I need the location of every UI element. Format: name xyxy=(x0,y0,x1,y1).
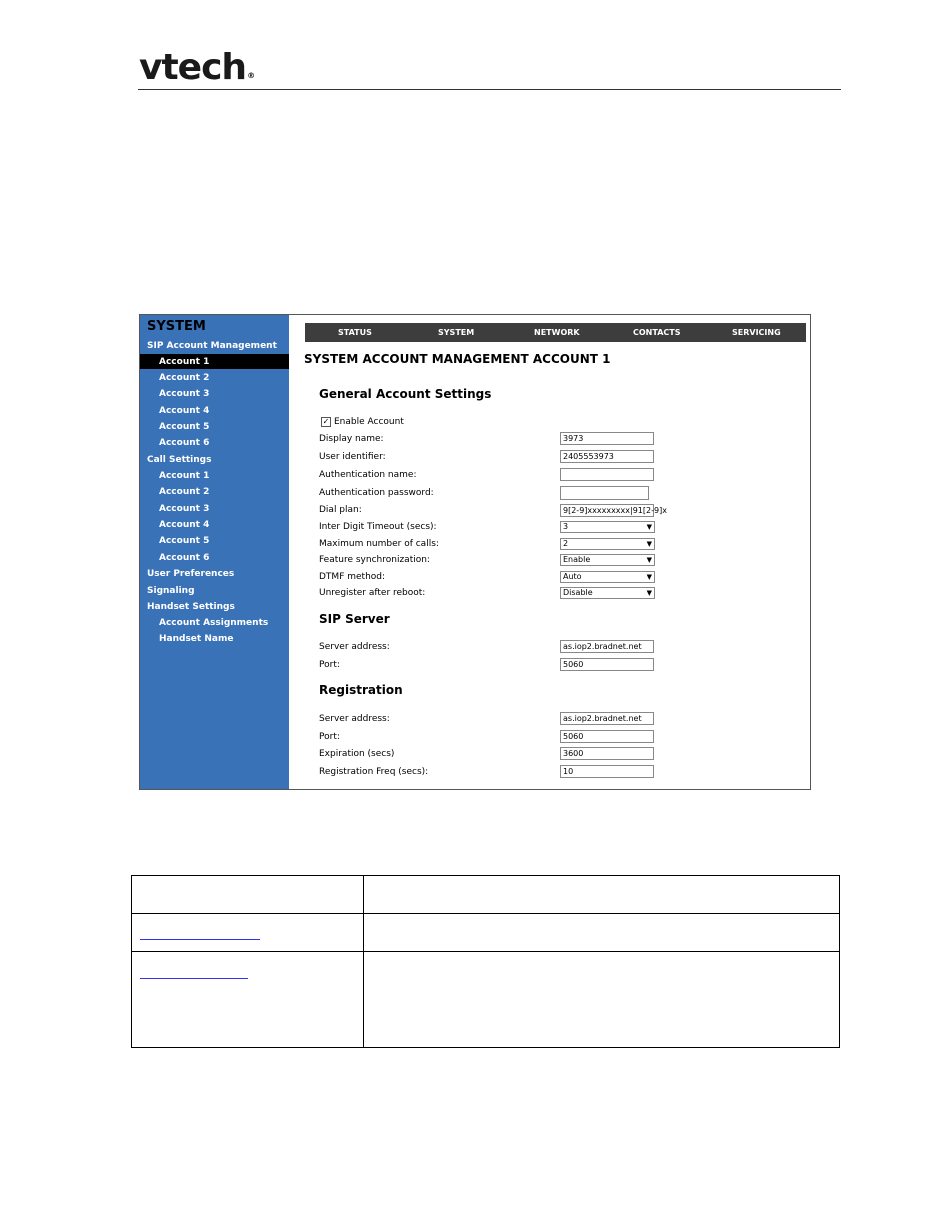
top-nav xyxy=(305,323,806,342)
sidebar xyxy=(140,315,289,789)
tab-servicing[interactable]: SERVICING xyxy=(732,328,781,337)
sidebar-item-call-account-4[interactable]: Account 4 xyxy=(159,520,210,530)
sip-server-port-input[interactable]: 5060 xyxy=(560,658,654,671)
reg-server-address-input[interactable]: as.iop2.bradnet.net xyxy=(560,712,654,725)
web-ui-screenshot xyxy=(139,314,811,790)
settings-table xyxy=(131,875,840,1048)
section-registration-heading: Registration xyxy=(319,683,403,697)
sidebar-item-call-account-3[interactable]: Account 3 xyxy=(159,504,210,514)
user-identifier-label: User identifier: xyxy=(319,452,386,462)
dial-plan-input[interactable]: 9[2-9]xxxxxxxxx|91[2-9]x xyxy=(560,504,654,517)
sidebar-item-sip-account-1[interactable]: Account 1 xyxy=(159,357,210,367)
reg-server-address-label: Server address: xyxy=(319,714,390,724)
sidebar-title: SYSTEM xyxy=(147,319,206,334)
sidebar-item-sip-account-6[interactable]: Account 6 xyxy=(159,438,210,448)
reg-freq-input[interactable]: 10 xyxy=(560,765,654,778)
section-general-heading: General Account Settings xyxy=(319,387,492,401)
max-calls-label: Maximum number of calls: xyxy=(319,539,439,549)
auth-name-input[interactable] xyxy=(560,468,654,481)
chevron-down-icon: ▼ xyxy=(646,589,652,597)
feature-sync-select[interactable]: Enable ▼ xyxy=(560,554,655,566)
unregister-select[interactable]: Disable ▼ xyxy=(560,587,655,599)
sidebar-group-call-settings[interactable]: Call Settings xyxy=(147,455,212,465)
tab-contacts[interactable]: CONTACTS xyxy=(633,328,681,337)
tab-network[interactable]: NETWORK xyxy=(534,328,580,337)
table-link[interactable] xyxy=(140,939,260,940)
sidebar-item-sip-account-3[interactable]: Account 3 xyxy=(159,389,210,399)
vtech-logo: vtech® xyxy=(139,47,255,88)
page-title: SYSTEM ACCOUNT MANAGEMENT ACCOUNT 1 xyxy=(304,352,611,366)
tab-status[interactable]: STATUS xyxy=(338,328,372,337)
dial-plan-label: Dial plan: xyxy=(319,505,362,515)
inter-digit-select[interactable]: 3 ▼ xyxy=(560,521,655,533)
max-calls-select[interactable]: 2 ▼ xyxy=(560,538,655,550)
chevron-down-icon: ▼ xyxy=(646,573,652,581)
reg-expiration-input[interactable]: 3600 xyxy=(560,747,654,760)
sidebar-item-call-account-1[interactable]: Account 1 xyxy=(159,471,210,481)
dtmf-label: DTMF method: xyxy=(319,572,386,582)
tab-system[interactable]: SYSTEM xyxy=(438,328,475,337)
feature-sync-label: Feature synchronization: xyxy=(319,555,430,565)
reg-port-input[interactable]: 5060 xyxy=(560,730,654,743)
table-row-divider xyxy=(132,951,839,952)
table-link[interactable] xyxy=(140,978,248,979)
reg-expiration-label: Expiration (secs) xyxy=(319,749,395,759)
reg-port-label: Port: xyxy=(319,732,340,742)
sidebar-group-sip-account-management[interactable]: SIP Account Management xyxy=(147,341,277,351)
sidebar-item-sip-account-4[interactable]: Account 4 xyxy=(159,406,210,416)
auth-name-label: Authentication name: xyxy=(319,470,417,480)
sidebar-group-signaling[interactable]: Signaling xyxy=(147,586,195,596)
chevron-down-icon: ▼ xyxy=(646,523,652,531)
auth-password-input[interactable] xyxy=(560,486,649,500)
sidebar-item-call-account-2[interactable]: Account 2 xyxy=(159,487,210,497)
sidebar-group-handset-settings[interactable]: Handset Settings xyxy=(147,602,235,612)
sidebar-item-call-account-5[interactable]: Account 5 xyxy=(159,536,210,546)
sip-server-address-label: Server address: xyxy=(319,642,390,652)
sidebar-item-sip-account-2[interactable]: Account 2 xyxy=(159,373,210,383)
display-name-input[interactable]: 3973 xyxy=(560,432,654,445)
inter-digit-label: Inter Digit Timeout (secs): xyxy=(319,522,437,532)
sidebar-item-handset-name[interactable]: Handset Name xyxy=(159,634,234,644)
sidebar-group-user-preferences[interactable]: User Preferences xyxy=(147,569,235,579)
chevron-down-icon: ▼ xyxy=(646,540,652,548)
section-sip-server-heading: SIP Server xyxy=(319,612,390,626)
chevron-down-icon: ▼ xyxy=(646,556,652,564)
enable-account-checkbox[interactable]: ✓ xyxy=(322,417,330,426)
display-name-label: Display name: xyxy=(319,434,384,444)
user-identifier-input[interactable]: 2405553973 xyxy=(560,450,654,463)
header-rule xyxy=(138,89,841,90)
dtmf-select[interactable]: Auto ▼ xyxy=(560,571,655,583)
sip-server-address-input[interactable]: as.iop2.bradnet.net xyxy=(560,640,654,653)
reg-freq-label: Registration Freq (secs): xyxy=(319,767,429,777)
table-column-divider xyxy=(363,876,364,1047)
table-row-divider xyxy=(132,913,839,914)
sidebar-item-call-account-6[interactable]: Account 6 xyxy=(159,553,210,563)
enable-account-label: Enable Account xyxy=(334,417,404,427)
auth-password-label: Authentication password: xyxy=(319,488,434,498)
sip-server-port-label: Port: xyxy=(319,660,340,670)
sidebar-item-sip-account-5[interactable]: Account 5 xyxy=(159,422,210,432)
sidebar-item-account-assignments[interactable]: Account Assignments xyxy=(159,618,269,628)
unregister-label: Unregister after reboot: xyxy=(319,588,426,598)
